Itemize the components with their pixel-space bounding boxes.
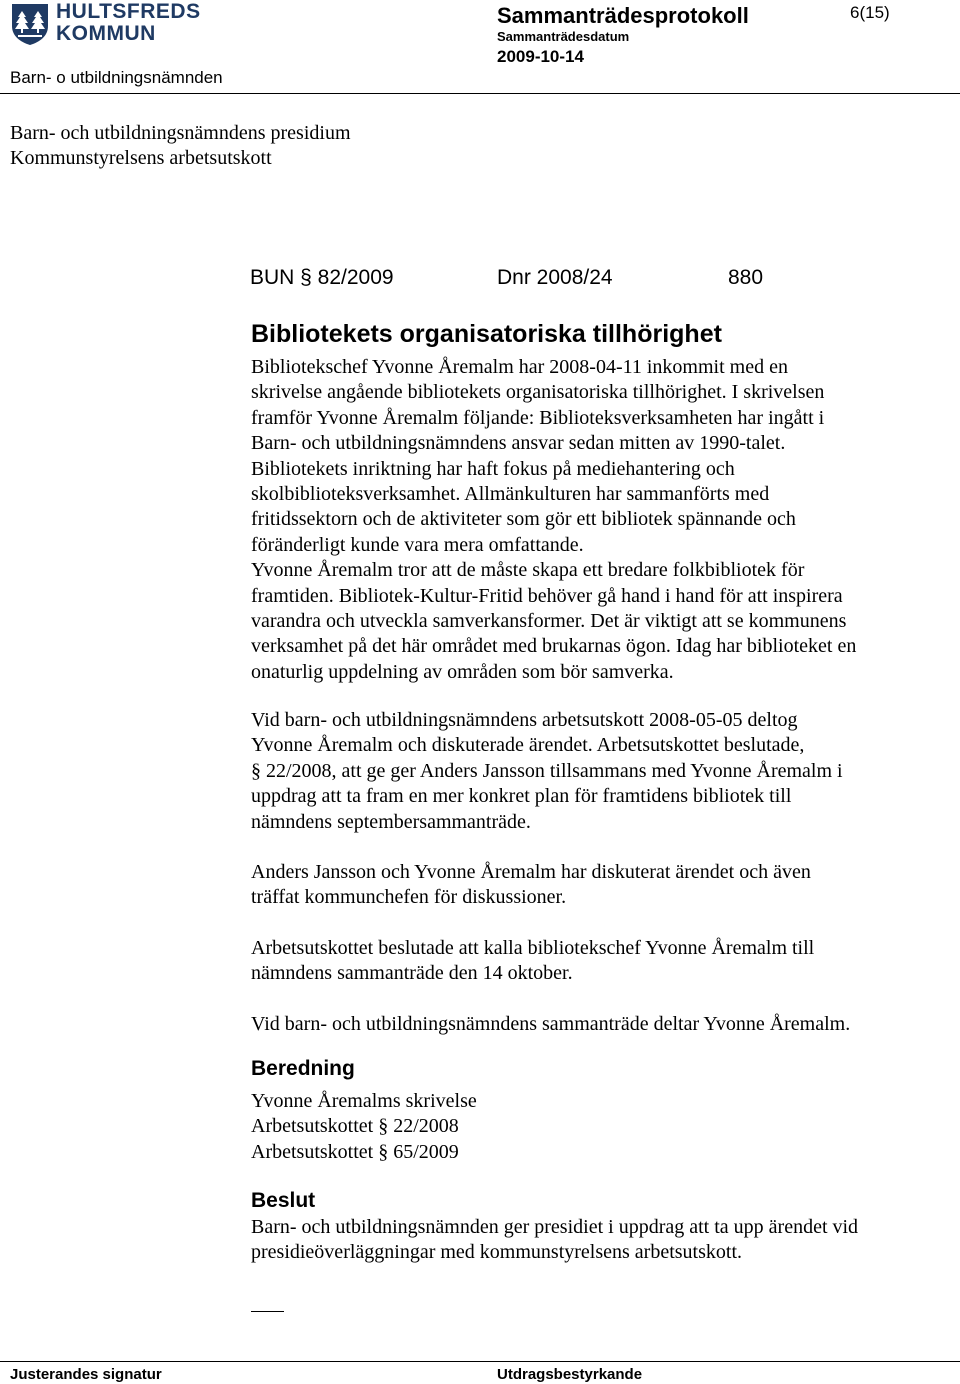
text-line: Bibliotekets inriktning har haft fokus på mediehantering och xyxy=(251,457,735,480)
text-line: framtiden. Bibliotek-Kultur-Fritid behöver gå hand i hand för att inspirera xyxy=(251,584,843,607)
text-line: varandra och utveckla samverkansformer. Det är viktigt att se kommunens xyxy=(251,610,847,633)
meeting-date: 2009-10-14 xyxy=(497,47,584,66)
preparation-item: Arbetsutskottet § 22/2008 xyxy=(251,1115,459,1138)
text-line: Yvonne Åremalm tror att de måste skapa ett bredare folkbibliotek för xyxy=(251,559,805,582)
preparation-list xyxy=(251,1089,477,1165)
decision-heading: Beslut xyxy=(251,1189,316,1212)
case-heading: Bibliotekets organisatoriska tillhörighet xyxy=(251,320,722,348)
text-line: Bibliotekschef Yvonne Åremalm har 2008-04-11 inkommit med en xyxy=(251,356,788,378)
page-number: 6(15) xyxy=(850,3,890,22)
decision-text xyxy=(251,1215,858,1266)
document-title: Sammanträdesprotokoll xyxy=(497,3,749,28)
paragraph-number: BUN § 82/2009 xyxy=(250,266,394,289)
signature-label: Justerandes signatur xyxy=(10,1366,162,1383)
text-line: uppdrag att ta fram en mer konkret plan för framtidens bibliotek till xyxy=(251,785,792,808)
text-line: skolbiblioteksverksamhet. Allmänkulturen har sammanförts med xyxy=(251,483,770,506)
recipients xyxy=(10,121,351,172)
body-paragraph xyxy=(251,355,856,685)
municipality-logo xyxy=(10,0,201,46)
body-paragraph xyxy=(251,708,843,835)
text-line: föränderligt kunde vara mera omfattande. xyxy=(251,533,584,556)
text-line: § 22/2008, att ge ger Anders Jansson tillsammans med Yvonne Åremalm i xyxy=(251,759,843,782)
meeting-date-label: Sammanträdesdatum xyxy=(497,29,630,44)
preparation-heading: Beredning xyxy=(251,1057,355,1080)
text-line: Anders Jansson och Yvonne Åremalm har diskuterat ärendet och även xyxy=(251,861,811,883)
diary-number: Dnr 2008/24 xyxy=(497,266,613,289)
text-line: Vid barn- och utbildningsnämndens arbetsutskott 2008-05-05 deltog xyxy=(251,709,798,731)
footer-divider xyxy=(0,1361,960,1362)
text-line: Yvonne Åremalm och diskuterade ärendet. Arbetsutskottet beslutade, xyxy=(251,734,805,757)
end-of-section-rule xyxy=(251,1311,284,1312)
text-line: Barn- och utbildningsnämnden ger presidiet i uppdrag att ta upp ärendet vid xyxy=(251,1216,859,1238)
text-line: verksamhet på det här området med brukarnas ögon. Idag har biblioteket en xyxy=(251,635,857,658)
coat-of-arms-icon xyxy=(10,2,50,46)
logo-name-line2: KOMMUN xyxy=(56,22,156,45)
preparation-item: Yvonne Åremalms skrivelse xyxy=(251,1090,477,1112)
text-line: nämndens sammanträde den 14 oktober. xyxy=(251,962,573,985)
case-code: 880 xyxy=(728,266,764,289)
header-divider xyxy=(0,93,960,94)
preparation-item: Arbetsutskottet § 65/2009 xyxy=(251,1140,459,1163)
body-paragraph xyxy=(251,860,811,911)
text-line: Vid barn- och utbildningsnämndens sammanträde deltar Yvonne Åremalm. xyxy=(251,1013,851,1035)
committee-name: Barn- o utbildningsnämnden xyxy=(10,68,223,87)
recipient-line: Kommunstyrelsens arbetsutskott xyxy=(10,147,272,170)
text-line: nämndens septembersammanträde. xyxy=(251,810,531,833)
recipient-line: Barn- och utbildningsnämndens presidium xyxy=(10,122,351,144)
text-line: fritidssektorn och de aktiviteter som gör ett bibliotek spännande och xyxy=(251,508,796,531)
text-line: onaturlig uppdelning av områden som bör samverka. xyxy=(251,660,674,683)
text-line: Barn- och utbildningsnämndens ansvar sedan mitten av 1990-talet. xyxy=(251,432,786,455)
text-line: framför Yvonne Åremalm följande: Biblioteksverksamheten har ingått i xyxy=(251,406,825,429)
body-paragraph xyxy=(251,1012,850,1037)
body-paragraph xyxy=(251,936,814,987)
logo-name-line1: HULTSFREDS xyxy=(56,0,201,23)
text-line: skrivelse angående bibliotekets organisatoriska tillhörighet. I skrivelsen xyxy=(251,381,825,404)
text-line: presidieöverläggningar med kommunstyrelsens arbetsutskott. xyxy=(251,1241,743,1264)
text-line: träffat kommunchefen för diskussioner. xyxy=(251,886,567,909)
certification-label: Utdragsbestyrkande xyxy=(497,1366,643,1383)
text-line: Arbetsutskottet beslutade att kalla bibliotekschef Yvonne Åremalm till xyxy=(251,937,815,959)
